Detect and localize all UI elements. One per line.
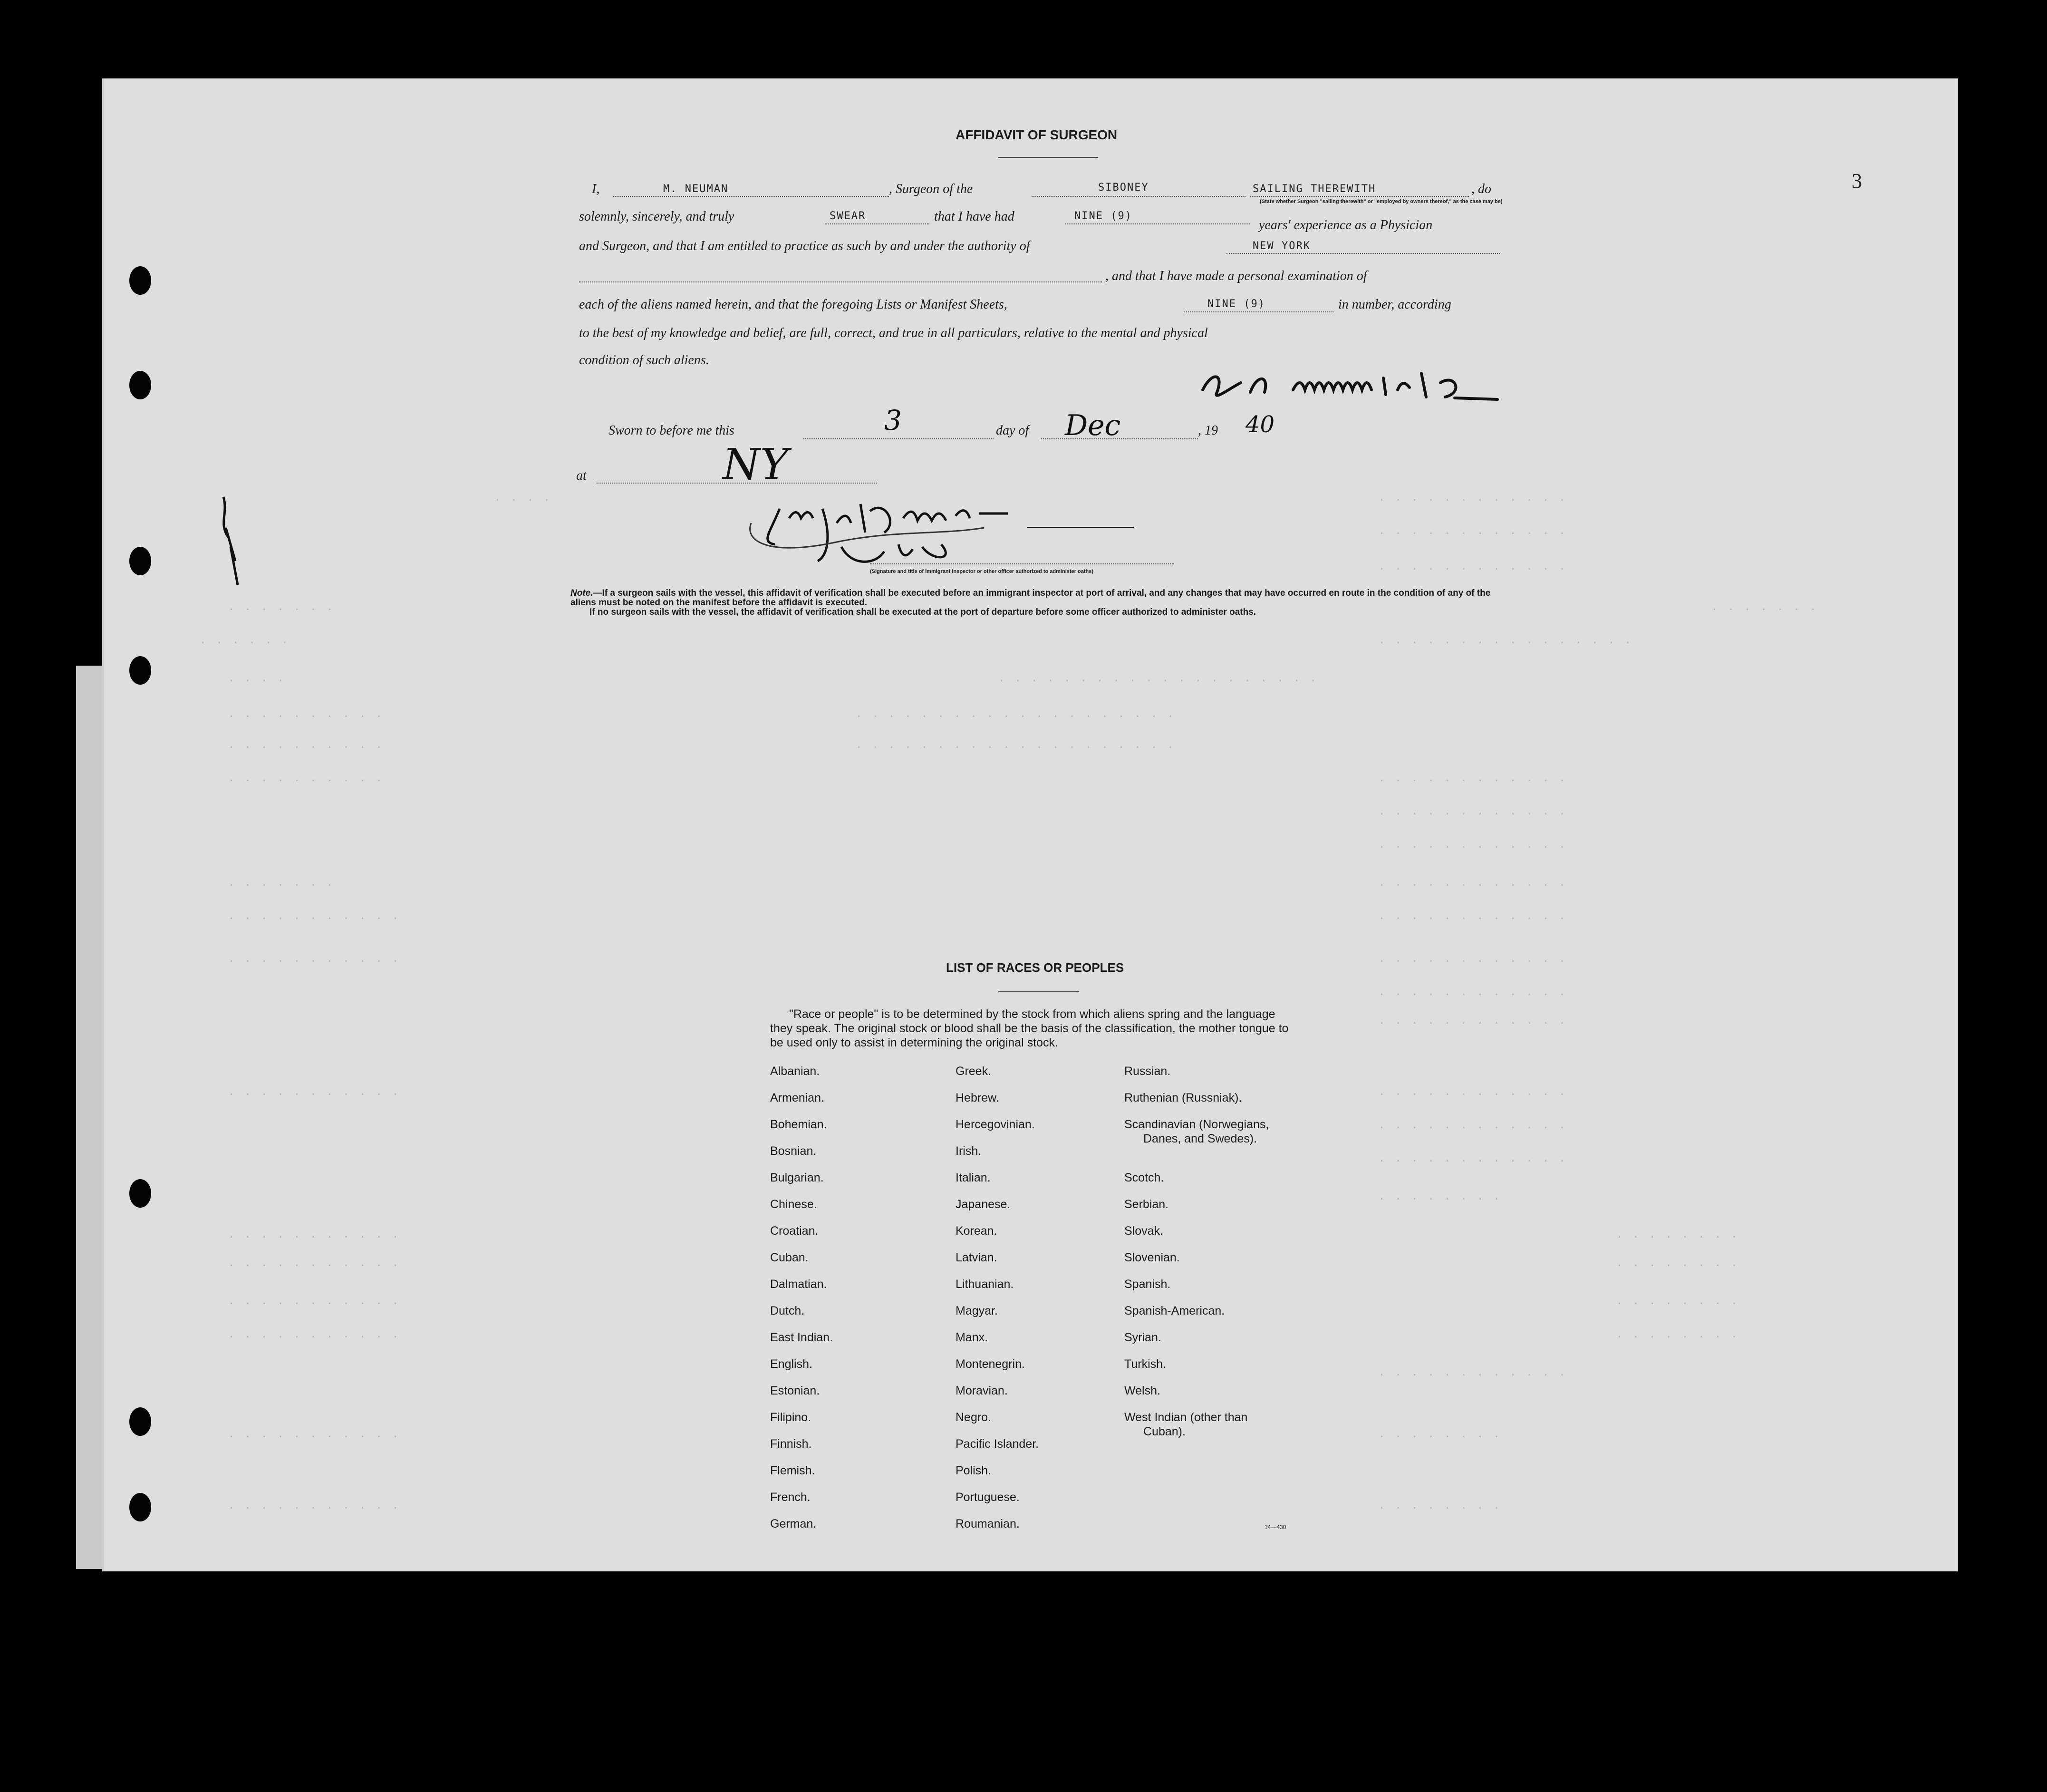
race-item: Polish. (956, 1464, 992, 1477)
race-item: Bulgarian. (770, 1171, 824, 1184)
race-item: Welsh. (1124, 1384, 1160, 1397)
authority-continuation-line (579, 281, 1102, 282)
year-prefix-text: , 19 (1198, 423, 1218, 438)
punch-hole (129, 1407, 151, 1436)
punch-hole (129, 1179, 151, 1208)
years-experience-text: years' experience as a Physician (1259, 218, 1433, 232)
authority-line (1226, 253, 1500, 254)
affidavit-i-label: I, (592, 182, 600, 196)
race-item: Japanese. (956, 1198, 1011, 1211)
years-value: NINE (9) (1074, 210, 1132, 222)
race-item: Ruthenian (Russniak). (1124, 1091, 1242, 1104)
race-item: Italian. (956, 1171, 991, 1184)
race-item: Chinese. (770, 1198, 817, 1211)
race-item: Bohemian. (770, 1118, 827, 1131)
race-item: Bosnian. (770, 1144, 817, 1158)
race-item: Flemish. (770, 1464, 815, 1477)
race-item: Scotch. (1124, 1171, 1164, 1184)
race-item: Armenian. (770, 1091, 824, 1104)
condition-text: condition of such aliens. (579, 353, 709, 368)
race-item: Dutch. (770, 1304, 805, 1317)
officer-signature-line (870, 563, 1174, 564)
race-item: Cuban). (1143, 1425, 1186, 1438)
races-divider (998, 991, 1079, 992)
race-item: Filipino. (770, 1411, 811, 1424)
race-item: French. (770, 1491, 811, 1504)
race-item: Syrian. (1124, 1331, 1161, 1344)
do-label: , do (1471, 182, 1491, 196)
race-item: Manx. (956, 1331, 988, 1344)
race-item: Negro. (956, 1411, 992, 1424)
authority-text: and Surgeon, and that I am entitled to practice as such by and under the authority of (579, 239, 1030, 253)
punch-hole (129, 371, 151, 399)
race-item: Roumanian. (956, 1517, 1020, 1530)
vessel-name-value: SIBONEY (1098, 182, 1149, 194)
years-line (1065, 223, 1250, 224)
race-item: Spanish-American. (1124, 1304, 1225, 1317)
in-number-text: in number, according (1338, 297, 1451, 312)
race-item: Montenegrin. (956, 1357, 1025, 1371)
punch-hole (129, 1493, 151, 1521)
officer-signature-underline (1027, 527, 1134, 528)
race-item: Russian. (1124, 1065, 1171, 1078)
race-item: Greek. (956, 1065, 992, 1078)
race-item: Hercegovinian. (956, 1118, 1035, 1131)
punch-hole (129, 656, 151, 685)
race-item: West Indian (other than (1124, 1411, 1248, 1424)
race-item: Turkish. (1124, 1357, 1166, 1371)
race-item: Lithuanian. (956, 1278, 1014, 1291)
affidavit-title: AFFIDAVIT OF SURGEON (956, 127, 1118, 142)
affidavit-note (570, 589, 1502, 617)
form-number: 14—430 (1265, 1524, 1286, 1530)
race-item: Finnish. (770, 1437, 812, 1451)
race-item: East Indian. (770, 1331, 833, 1344)
note-text-2: If no surgeon sails with the vessel, the affidavit of verification shall be executed at the port of departure before some officer authorized to administer oaths. (589, 607, 1256, 617)
races-intro: "Race or people" is to be determined by the stock from which aliens spring and the language they speak. The original stock or blood shall be the basis of the classification, the mother tongue to be used only to assist in determining the original stock. (770, 1007, 1289, 1049)
race-item: Dalmatian. (770, 1278, 827, 1291)
margin-pen-mark (209, 494, 242, 590)
race-item: Latvian. (956, 1251, 997, 1264)
punch-hole (129, 547, 151, 575)
sworn-day-value: 3 (884, 404, 902, 436)
race-item: Moravian. (956, 1384, 1008, 1397)
at-place-value: NY (723, 440, 789, 490)
race-item: Scandinavian (Norwegians, (1124, 1118, 1269, 1131)
oath-line (825, 223, 929, 224)
status-line (1250, 196, 1469, 197)
race-item: English. (770, 1357, 812, 1371)
status-instruction: (State whether Surgeon "sailing therewith" or "employed by owners thereof," as the case may be) (1260, 199, 1503, 204)
surgeon-name-value: M. NEUMAN (663, 183, 729, 195)
oath-value: SWEAR (830, 210, 866, 222)
race-item: Irish. (956, 1144, 982, 1158)
day-of-text: day of (996, 423, 1029, 438)
manifest-sheets-text: each of the aliens named herein, and that the foregoing Lists or Manifest Sheets, (579, 297, 1007, 312)
race-item: Slovenian. (1124, 1251, 1180, 1264)
sheets-value: NINE (9) (1207, 298, 1265, 310)
officer-caption: (Signature and title of immigrant inspector or other officer authorized to administer oaths) (870, 569, 1093, 574)
note-text: —If a surgeon sails with the vessel, this affidavit of verification shall be executed before an immigrant inspector at port of arrival, and any changes that may have occurred en route in the condition of any of the aliens must be noted on the manifest before the affidavit is executed. (570, 588, 1491, 608)
race-item: Cuban. (770, 1251, 809, 1264)
note-label: Note. (570, 588, 593, 598)
race-item: Danes, and Swedes). (1143, 1132, 1257, 1145)
sworn-day-line (803, 438, 994, 439)
race-item: Pacific Islander. (956, 1437, 1039, 1451)
race-item: Albanian. (770, 1065, 820, 1078)
solemnly-text: solemnly, sincerely, and truly (579, 209, 734, 224)
race-item: Serbian. (1124, 1198, 1169, 1211)
race-item: Croatian. (770, 1224, 819, 1238)
officer-signature (742, 490, 1131, 580)
race-item: German. (770, 1517, 817, 1530)
surgeon-signature (1198, 364, 1502, 407)
race-item: Estonian. (770, 1384, 820, 1397)
races-title: LIST OF RACES OR PEOPLES (946, 960, 1124, 975)
vessel-line (1032, 196, 1246, 197)
sworn-year-value: 40 (1246, 411, 1275, 438)
races-column-1 (770, 1065, 833, 1544)
at-label: at (576, 468, 587, 483)
race-item: Magyar. (956, 1304, 998, 1317)
title-divider (998, 157, 1098, 158)
punch-hole (129, 266, 151, 295)
surgeon-status-value: SAILING THEREWITH (1253, 183, 1376, 195)
race-item: Korean. (956, 1224, 997, 1238)
race-item: Slovak. (1124, 1224, 1163, 1238)
surgeon-name-line (613, 196, 889, 197)
sheets-line (1184, 311, 1333, 312)
knowledge-belief-text: to the best of my knowledge and belief, are full, correct, and true in all particulars, relative to the mental and physical (579, 326, 1208, 340)
races-column-3 (1124, 1065, 1269, 1452)
race-item: Spanish. (1124, 1278, 1171, 1291)
race-item: Portuguese. (956, 1491, 1020, 1504)
races-column-2 (956, 1065, 1039, 1544)
sworn-before-text: Sworn to before me this (608, 423, 734, 438)
race-item: Hebrew. (956, 1091, 999, 1104)
have-had-text: that I have had (934, 209, 1014, 224)
authority-value: NEW YORK (1253, 240, 1311, 252)
sworn-month-value: Dec (1065, 409, 1121, 442)
page-number: 3 (1852, 169, 1862, 193)
surgeon-of-label: , Surgeon of the (889, 182, 973, 196)
personal-examination-text: , and that I have made a personal examination of (1105, 269, 1367, 283)
